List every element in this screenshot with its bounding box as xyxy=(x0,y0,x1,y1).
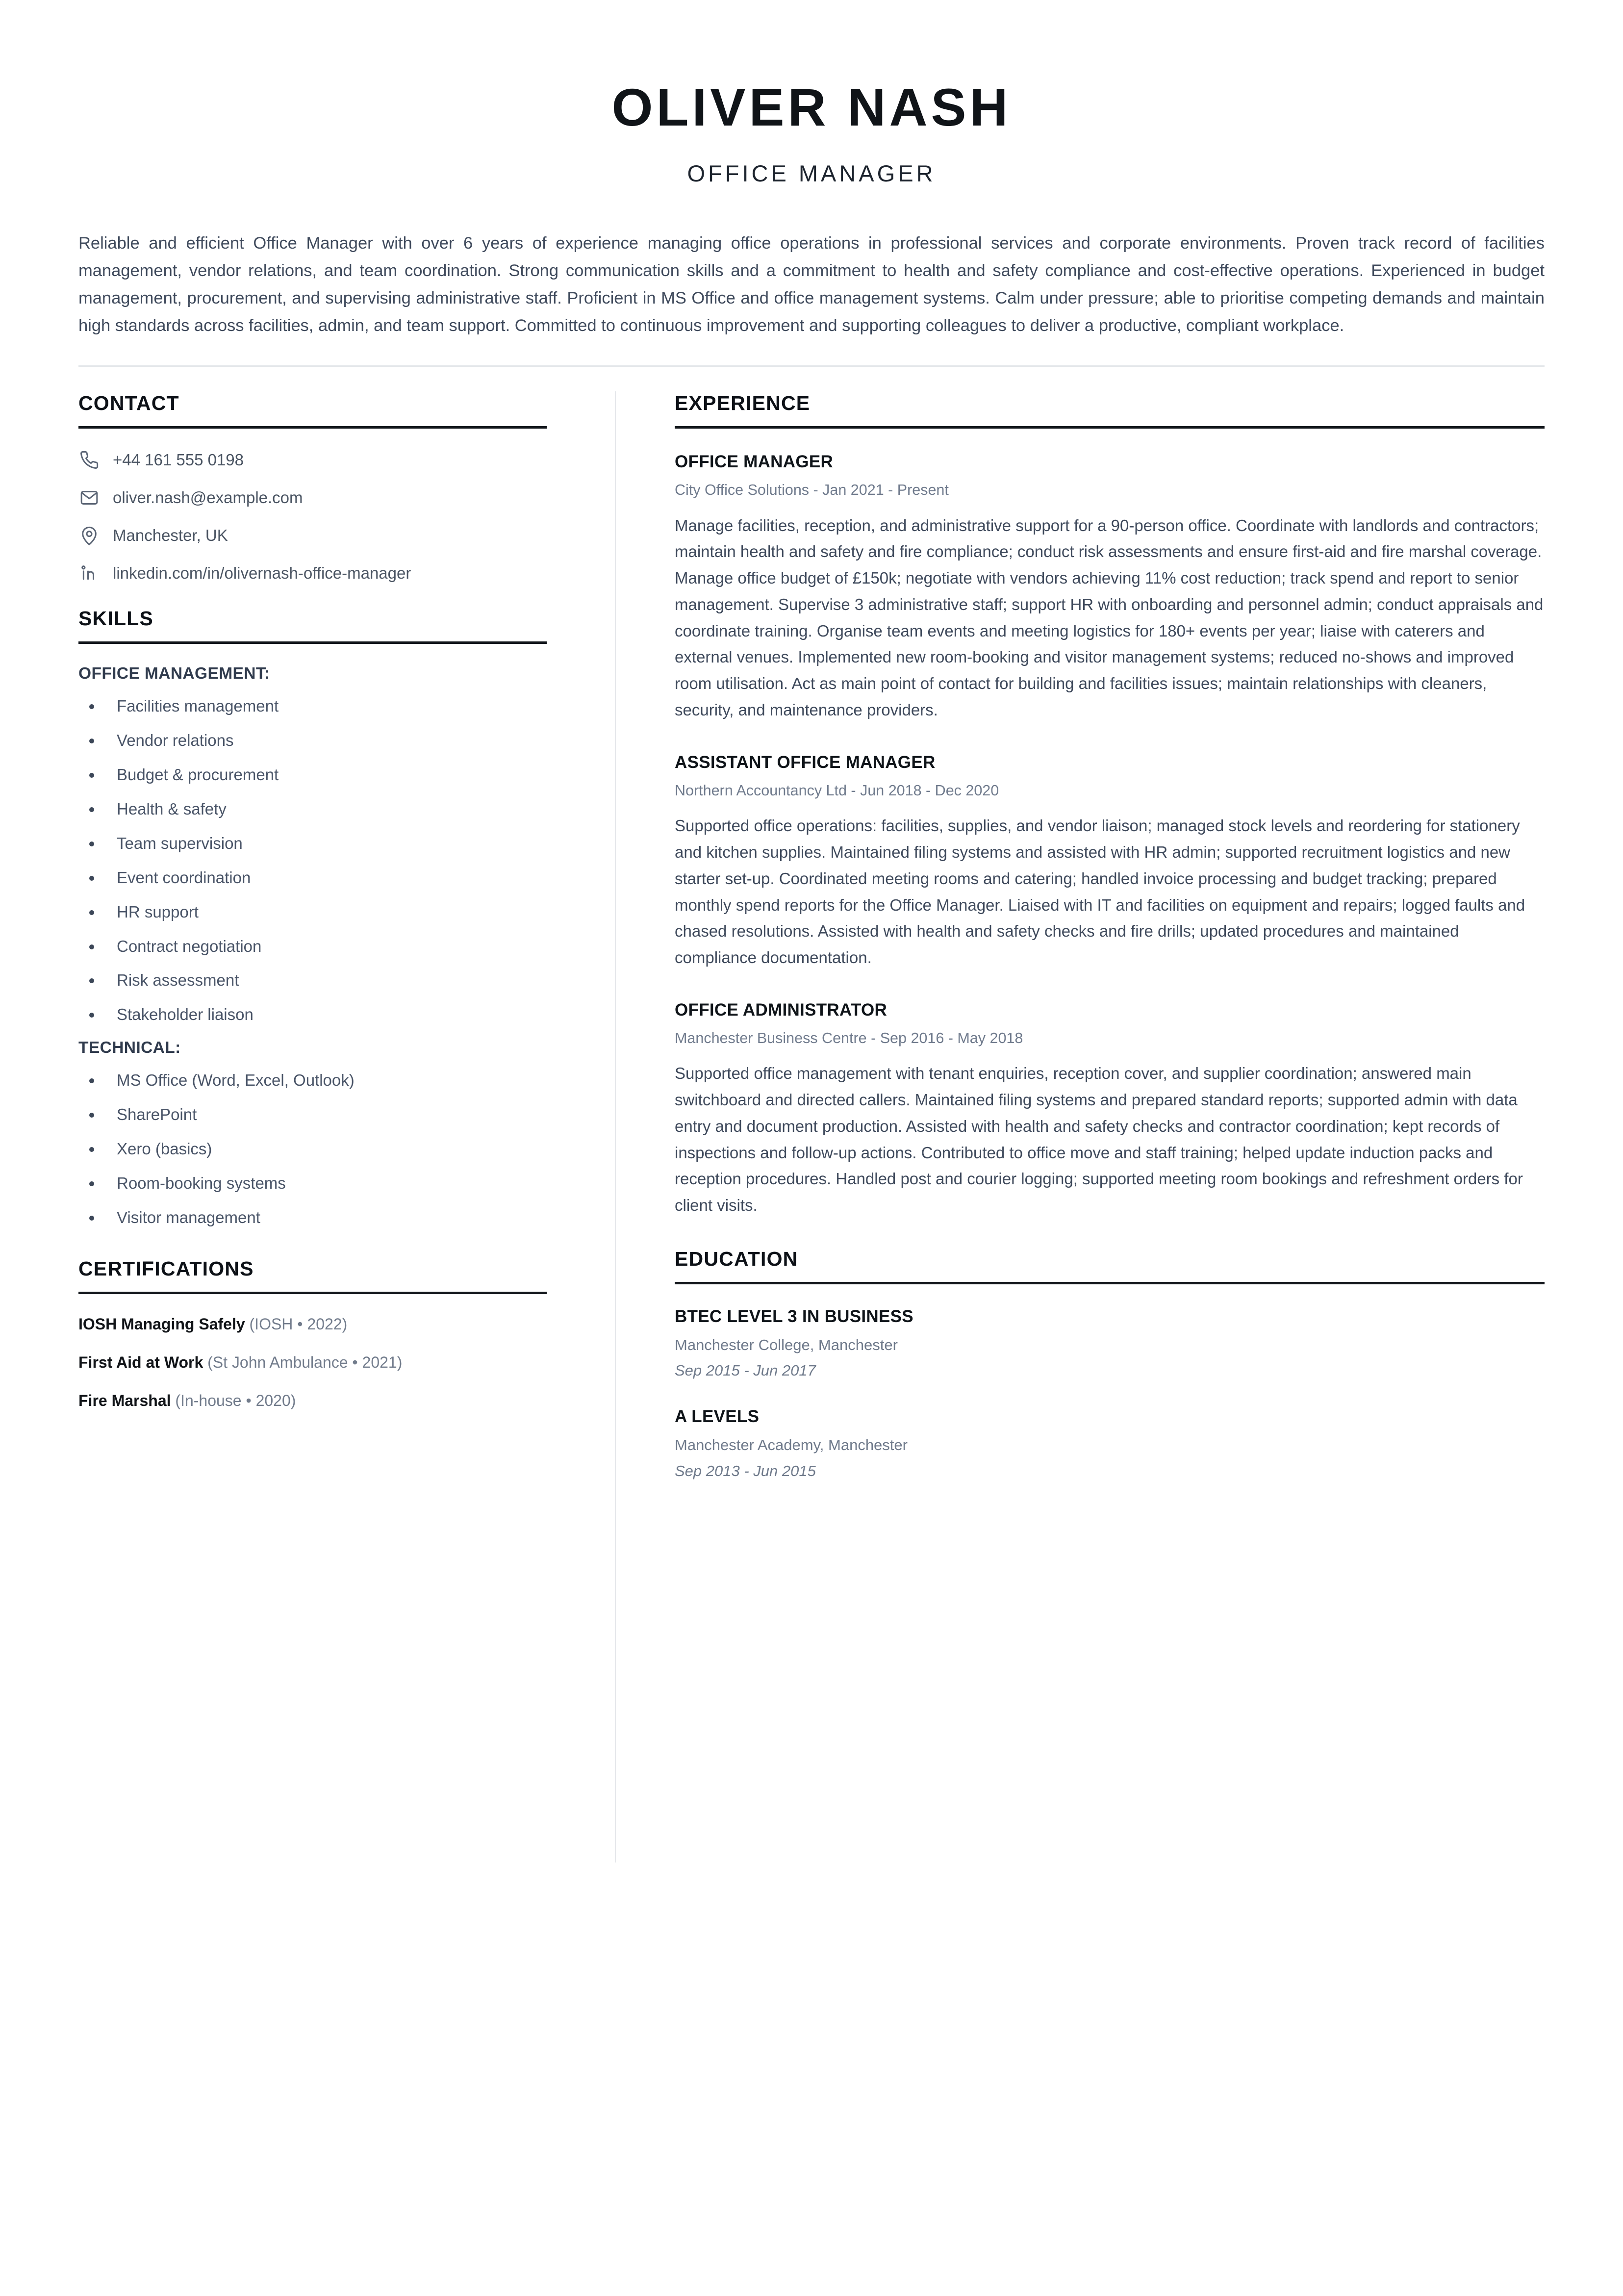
contact-value-email: oliver.nash@example.com xyxy=(113,488,303,507)
resume-header xyxy=(78,0,1545,187)
professional-summary: Reliable and efficient Office Manager with over 6 years of experience managing office operations in professional services and corporate environments. Proven track record of facilities management, vendor relations, and team coordination. Strong communication skills and a commitment to health and safety compliance and cost-effective operations. Experienced in budget management, procurement, and supervising administrative staff. Proficient in MS Office and office management systems. Calm under pressure; able to prioritise competing demands and maintain high standards across facilities, admin, and team support. Committed to continuous improvement and supporting colleagues to deliver a productive, compliant workplace. xyxy=(78,234,1545,335)
education-school: Manchester College, Manchester xyxy=(675,1336,898,1353)
envelope-icon xyxy=(78,487,100,509)
experience-description: Supported office management with tenant enquiries, reception cover, and supplier coordination; answered main switchboard and directed callers. Maintained filing systems and prepared standard reports; supported admin with data entry and document production. Assisted with health and safety checks and contractor coordination; kept records of inspections and follow-up actions. Contributed to office move and staff training; helped update induction packs and reception procedures. Handled post and courier logging; supported meeting room bookings and refreshment orders for client visits. xyxy=(675,1064,1523,1215)
experience-item xyxy=(675,752,1545,971)
skills-group-label: TECHNICAL: xyxy=(78,1039,181,1057)
certification-name: IOSH Managing Safely xyxy=(78,1315,245,1333)
skill-item: Facilities management xyxy=(78,696,547,717)
skills-group-office-management xyxy=(78,664,547,1025)
linkedin-icon xyxy=(78,562,100,584)
candidate-job-title: OFFICE MANAGER xyxy=(687,160,936,187)
experience-heading-rule xyxy=(675,426,1545,429)
education-dates: Sep 2013 - Jun 2015 xyxy=(675,1462,816,1480)
skill-item: Room-booking systems xyxy=(78,1173,547,1194)
certification-name: First Aid at Work xyxy=(78,1353,203,1372)
contact-heading-rule xyxy=(78,426,547,429)
certification-item xyxy=(78,1352,547,1373)
skills-list-technical xyxy=(78,1070,547,1228)
skill-item: Budget & procurement xyxy=(78,765,547,786)
skill-item: Contract negotiation xyxy=(78,936,547,957)
education-degree: A LEVELS xyxy=(675,1407,760,1427)
skill-item: Xero (basics) xyxy=(78,1139,547,1160)
skill-item: Stakeholder liaison xyxy=(78,1004,547,1025)
certification-meta: (St John Ambulance • 2021) xyxy=(207,1353,403,1372)
phone-icon xyxy=(78,449,100,471)
education-heading: EDUCATION xyxy=(675,1247,798,1270)
location-pin-icon xyxy=(78,525,100,546)
education-heading-rule xyxy=(675,1282,1545,1284)
contact-list xyxy=(78,449,547,584)
contact-item-location[interactable] xyxy=(78,525,547,546)
skill-item: HR support xyxy=(78,902,547,923)
right-column xyxy=(675,391,1545,1506)
experience-meta: City Office Solutions - Jan 2021 - Present xyxy=(675,481,949,498)
certifications-heading-rule xyxy=(78,1292,547,1294)
contact-item-phone[interactable] xyxy=(78,449,547,471)
column-divider xyxy=(615,391,616,1862)
certifications-section xyxy=(78,1257,547,1412)
contact-value-location: Manchester, UK xyxy=(113,526,228,544)
skill-item: MS Office (Word, Excel, Outlook) xyxy=(78,1070,547,1091)
header-divider-rule xyxy=(78,365,1545,367)
education-list xyxy=(675,1306,1545,1481)
education-dates: Sep 2015 - Jun 2017 xyxy=(675,1362,816,1379)
education-item xyxy=(675,1406,1545,1480)
education-school: Manchester Academy, Manchester xyxy=(675,1436,908,1454)
skill-item: Risk assessment xyxy=(78,970,547,991)
experience-role: ASSISTANT OFFICE MANAGER xyxy=(675,752,936,772)
contact-value-phone: +44 161 555 0198 xyxy=(113,450,244,469)
experience-description: Supported office operations: facilities, supplies, and vendor liaison; managed stock levels and reordering for stationery and kitchen supplies. Maintained filing systems and assisted with HR admin; supported recruitment logistics and new starter set-up. Coordinated meeting rooms and catering; handled invoice processing and budget tracking; prepared monthly spend reports for the Office Manager. Liaised with IT and facilities on equipment and repairs; logged faults and chased resolutions. Assisted with health and safety checks and fire drills; updated procedures and maintained compliance documentation. xyxy=(675,816,1525,967)
experience-item xyxy=(675,451,1545,723)
experience-role: OFFICE MANAGER xyxy=(675,452,834,472)
contact-heading: CONTACT xyxy=(78,391,179,414)
skills-group-technical xyxy=(78,1039,547,1228)
skills-list-office-management xyxy=(78,696,547,1025)
experience-heading: EXPERIENCE xyxy=(675,391,811,414)
contact-item-linkedin[interactable] xyxy=(78,562,547,584)
skill-item: Visitor management xyxy=(78,1207,547,1228)
education-degree: BTEC LEVEL 3 IN BUSINESS xyxy=(675,1307,913,1327)
experience-item xyxy=(675,999,1545,1219)
education-item xyxy=(675,1306,1545,1380)
experience-meta: Northern Accountancy Ltd - Jun 2018 - Dec 2020 xyxy=(675,782,999,799)
skills-heading: SKILLS xyxy=(78,607,153,630)
contact-section xyxy=(78,391,547,584)
skill-item: SharePoint xyxy=(78,1104,547,1125)
experience-list xyxy=(675,451,1545,1219)
left-column xyxy=(78,391,557,1429)
skills-section xyxy=(78,607,547,1228)
certification-meta: (In-house • 2020) xyxy=(175,1392,296,1410)
skill-item: Event coordination xyxy=(78,867,547,889)
skill-item: Team supervision xyxy=(78,833,547,854)
certifications-list xyxy=(78,1314,547,1412)
certification-item xyxy=(78,1390,547,1411)
education-section xyxy=(675,1247,1545,1481)
certification-name: Fire Marshal xyxy=(78,1392,171,1410)
certification-meta: (IOSH • 2022) xyxy=(249,1315,348,1333)
experience-meta: Manchester Business Centre - Sep 2016 - May 2018 xyxy=(675,1029,1023,1046)
skills-group-label: OFFICE MANAGEMENT: xyxy=(78,664,270,683)
skills-heading-rule xyxy=(78,641,547,644)
resume-body xyxy=(78,391,1545,1862)
experience-role: OFFICE ADMINISTRATOR xyxy=(675,1000,888,1020)
skill-item: Health & safety xyxy=(78,799,547,820)
skills-groups xyxy=(78,664,547,1228)
experience-section xyxy=(675,391,1545,1219)
certifications-heading: CERTIFICATIONS xyxy=(78,1257,254,1280)
contact-item-email[interactable] xyxy=(78,487,547,509)
experience-description: Manage facilities, reception, and administrative support for a 90-person office. Coordinate with landlords and contractors; maintain health and safety and fire compliance; conduct risk assessments and ensure first-aid and fire marshal coverage. Manage office budget of £150k; negotiate with vendors achieving 11% cost reduction; track spend and report to senior management. Supervise 3 administrative staff; support HR with onboarding and personnel admin; conduct appraisals and coordinate training. Organise team events and meeting logistics for 180+ events per year; liaise with caterers and external venues. Implemented new room-booking and visitor management systems; reduced no-shows and improved room utilisation. Act as main point of contact for building and facilities issues; maintain relationships with cleaners, security, and maintenance providers. xyxy=(675,516,1544,719)
contact-value-linkedin: linkedin.com/in/olivernash-office-manager xyxy=(113,563,411,582)
certification-item xyxy=(78,1314,547,1335)
skill-item: Vendor relations xyxy=(78,730,547,751)
candidate-name: OLIVER NASH xyxy=(611,77,1012,137)
